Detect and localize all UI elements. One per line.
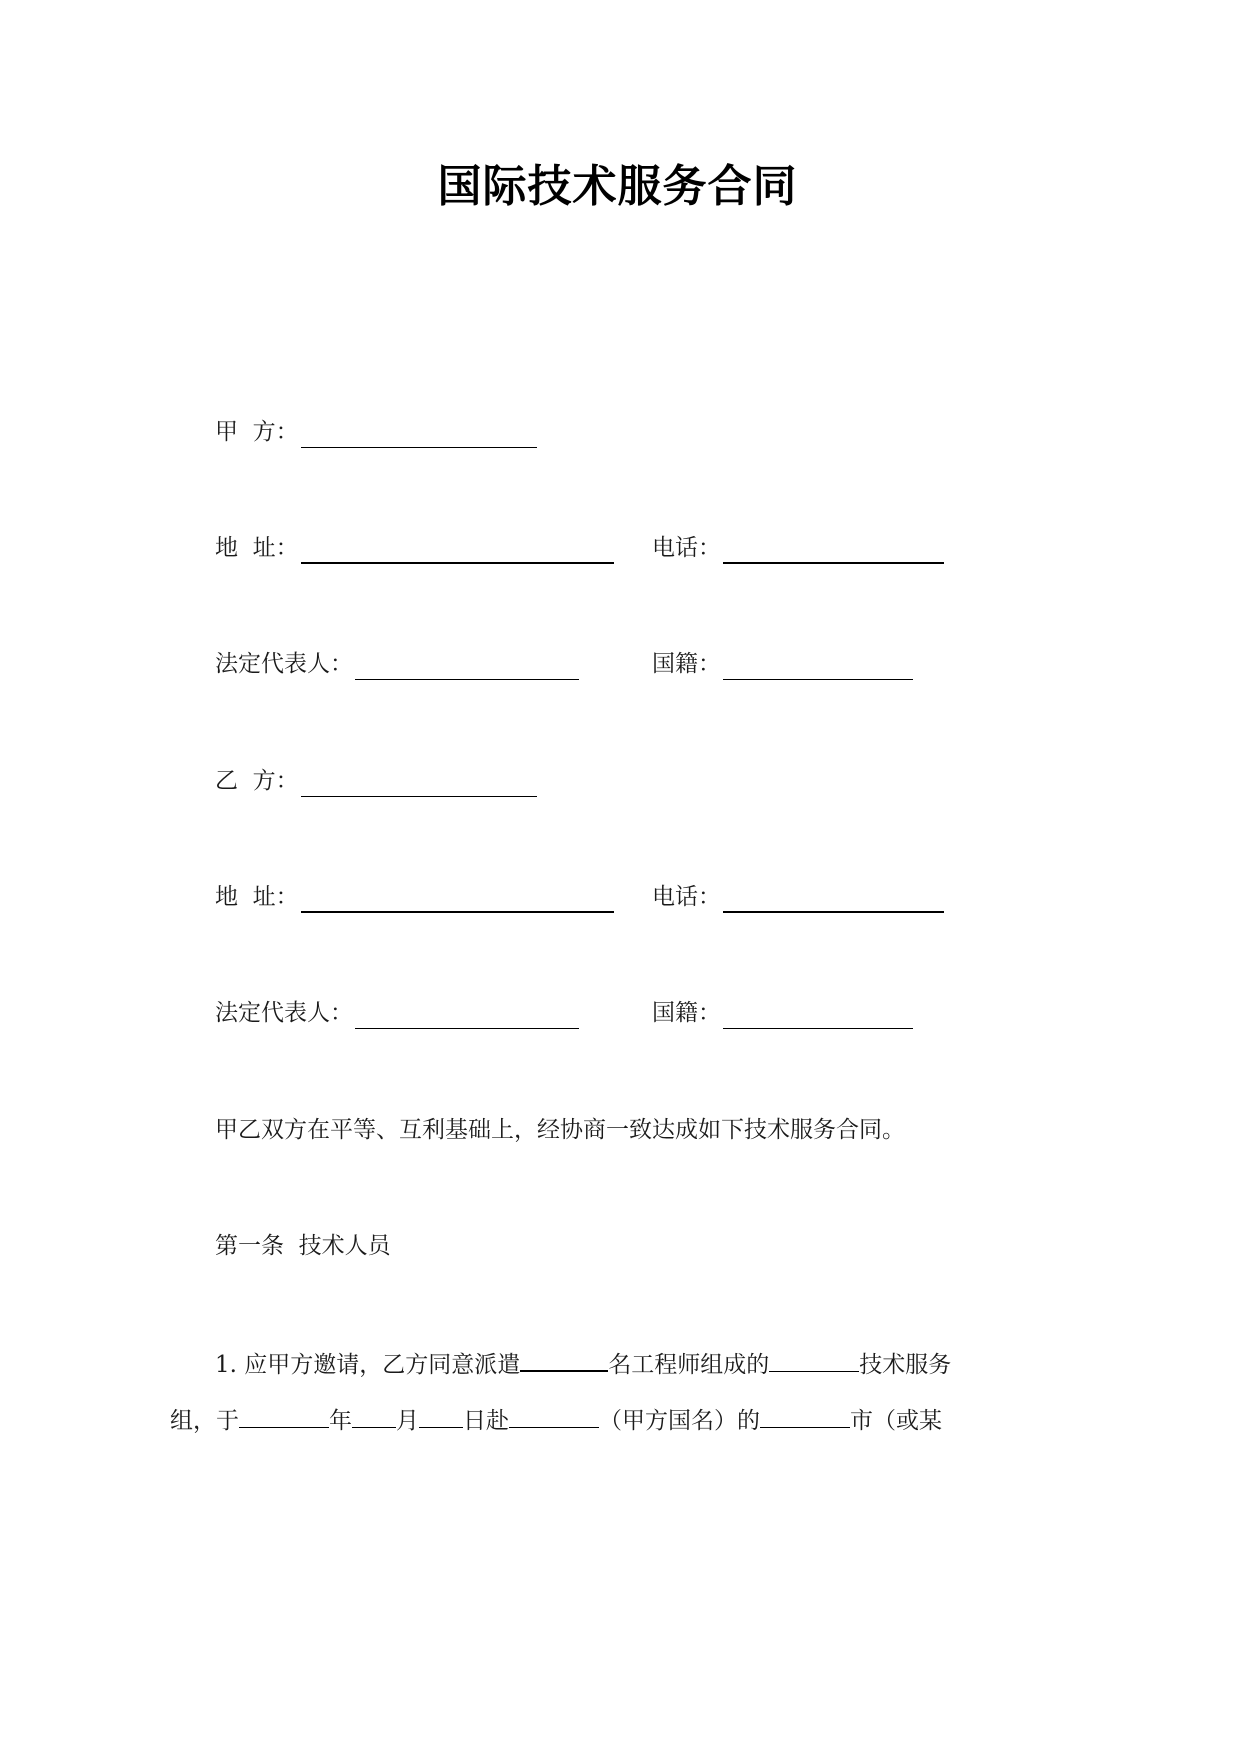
- party-b-legal-rep-blank[interactable]: [355, 1004, 579, 1029]
- party-b-address-label: 地 址：: [215, 884, 299, 910]
- party-b-label: 乙 方：: [215, 768, 299, 794]
- party-a-phone-blank[interactable]: [723, 538, 944, 564]
- month-blank[interactable]: [352, 1403, 396, 1428]
- text-segment: 年: [329, 1408, 352, 1434]
- party-b-phone-blank[interactable]: [723, 887, 944, 913]
- party-a-legal-rep-field: [215, 648, 579, 680]
- party-a-blank[interactable]: [301, 423, 537, 448]
- party-a-legal-rep-label: 法定代表人：: [215, 651, 353, 677]
- text-segment: 技术服务: [859, 1352, 952, 1378]
- party-b-field: [215, 765, 537, 797]
- party-a-nationality-field: [652, 648, 913, 680]
- party-a-address-label: 地 址：: [215, 535, 299, 561]
- country-blank[interactable]: [509, 1403, 599, 1428]
- party-a-address-blank[interactable]: [301, 538, 614, 564]
- article-1-heading: 第一条 技术人员: [215, 1233, 391, 1259]
- party-b-address-blank[interactable]: [301, 887, 614, 913]
- party-a-nationality-blank[interactable]: [723, 655, 913, 680]
- party-a-nationality-label: 国籍：: [652, 651, 721, 677]
- party-a-address-field: [215, 532, 614, 564]
- party-b-legal-rep-field: [215, 997, 579, 1029]
- engineer-count-blank[interactable]: [520, 1346, 608, 1372]
- text-segment: （甲方国名）的: [599, 1408, 760, 1434]
- text-segment: 市（或某: [850, 1408, 942, 1434]
- text-segment: 名工程师组成的: [608, 1352, 770, 1378]
- text-segment: 日赴: [463, 1408, 509, 1434]
- year-blank[interactable]: [239, 1403, 329, 1428]
- party-b-nationality-field: [652, 997, 913, 1029]
- party-b-address-field: [215, 881, 614, 913]
- party-b-legal-rep-label: 法定代表人：: [215, 1000, 353, 1026]
- party-a-legal-rep-blank[interactable]: [355, 655, 579, 680]
- party-a-field: [215, 416, 537, 448]
- text-segment: 1. 应甲方邀请，乙方同意派遣: [215, 1352, 521, 1378]
- party-b-blank[interactable]: [301, 772, 537, 797]
- intro-paragraph: 甲乙双方在平等、互利基础上，经协商一致达成如下技术服务合同。: [215, 1117, 905, 1143]
- party-a-phone-field: [652, 532, 944, 564]
- service-type-blank[interactable]: [769, 1347, 859, 1372]
- party-b-nationality-blank[interactable]: [723, 1004, 913, 1029]
- party-a-phone-label: 电话：: [652, 535, 721, 561]
- party-b-phone-label: 电话：: [652, 884, 721, 910]
- text-segment: 组，于: [170, 1408, 239, 1434]
- party-b-nationality-label: 国籍：: [652, 1000, 721, 1026]
- text-segment: 月: [396, 1408, 419, 1434]
- article-1-para-1-line-1: [215, 1346, 951, 1381]
- city-blank[interactable]: [760, 1403, 850, 1428]
- party-b-phone-field: [652, 881, 944, 913]
- page-title: 国际技术服务合同: [437, 161, 798, 212]
- party-a-label: 甲 方：: [215, 419, 299, 445]
- article-1-para-1-line-2: [170, 1403, 942, 1437]
- day-blank[interactable]: [419, 1403, 463, 1428]
